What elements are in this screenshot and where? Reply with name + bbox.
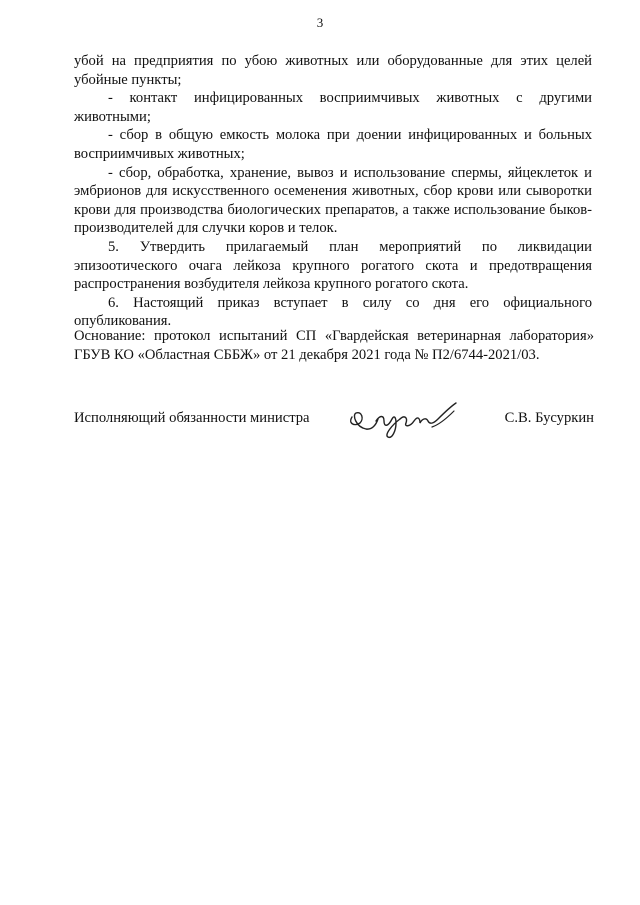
basis-block bbox=[74, 327, 594, 364]
order-body bbox=[74, 52, 592, 331]
signature-row bbox=[74, 403, 594, 453]
basis-text: Основание: протокол испытаний СП «Гвардейская ветеринарная лаборатория» ГБУВ КО «Областная СББЖ» от 21 декабря 2021 года № П2/6744-2021/03. bbox=[74, 328, 594, 363]
paragraph-semen: - сбор, обработка, хранение, вывоз и использование спермы, яйцеклеток и эмбрионов для искусственного осеменения животных, сбор крови или сыворотки крови для производства биологических препаратов, а также использование быков-производителей для случки коров и телок. bbox=[74, 164, 592, 237]
paragraph-milk: - сбор в общую емкость молока при доении инфицированных и больных восприимчивых животных; bbox=[74, 127, 592, 162]
signer-name: С.В. Бусуркин bbox=[504, 410, 594, 426]
handwritten-signature bbox=[346, 397, 464, 441]
signer-title: Исполняющий обязанности министра bbox=[74, 410, 310, 426]
paragraph-contact: - контакт инфицированных восприимчивых животных с другими животными; bbox=[74, 90, 592, 125]
page-number: 3 bbox=[316, 15, 324, 30]
paragraph-slaughter: убой на предприятия по убою животных или оборудованные для этих целей убойные пункты; bbox=[74, 53, 592, 88]
paragraph-item-5: 5. Утвердить прилагаемый план мероприятий по ликвидации эпизоотического очага лейкоза крупного рогатого скота и предотвращения распространения возбудителя лейкоза крупного рогатого скота. bbox=[74, 238, 592, 293]
paragraph-item-6: 6. Настоящий приказ вступает в силу со дня его официального опубликования. bbox=[74, 294, 592, 330]
